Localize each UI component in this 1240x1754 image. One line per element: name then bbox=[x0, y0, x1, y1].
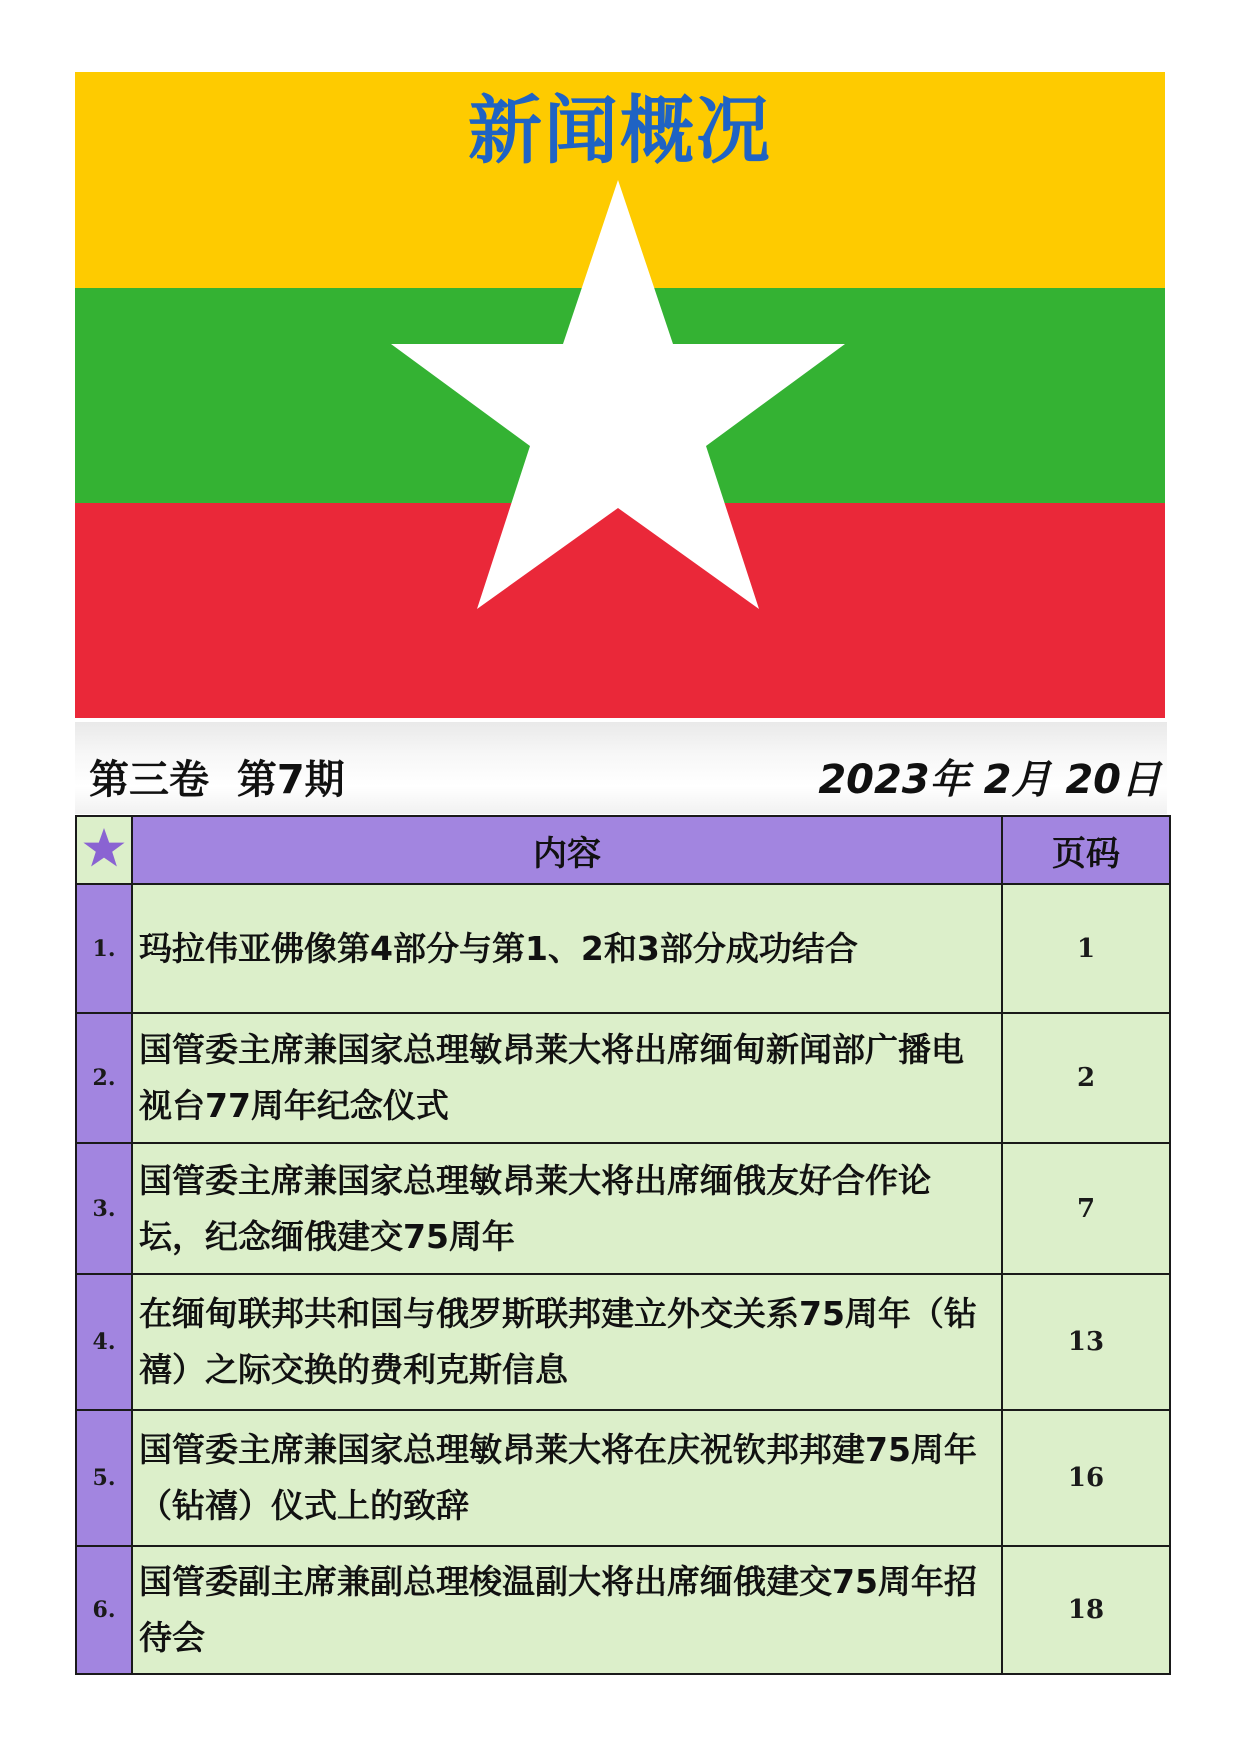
toc-row-title[interactable]: 在缅甸联邦共和国与俄罗斯联邦建立外交关系75周年（钻禧）之际交换的费利克斯信息 bbox=[132, 1274, 1002, 1410]
issue-info-bar bbox=[75, 722, 1167, 814]
myanmar-flag-banner bbox=[75, 72, 1165, 718]
toc-row-number: 4. bbox=[76, 1274, 132, 1410]
star-icon bbox=[82, 826, 126, 870]
toc-row-page: 1 bbox=[1002, 884, 1170, 1013]
toc-row[interactable] bbox=[76, 1546, 1170, 1674]
toc-row-number: 5. bbox=[76, 1410, 132, 1546]
toc-row-title[interactable]: 国管委主席兼国家总理敏昂莱大将出席缅甸新闻部广播电视台77周年纪念仪式 bbox=[132, 1013, 1002, 1143]
toc-row-page: 16 bbox=[1002, 1410, 1170, 1546]
volume-issue-label: 第三卷 第7期 bbox=[89, 757, 345, 803]
toc-row-page: 13 bbox=[1002, 1274, 1170, 1410]
issue-date: 2023年 2月 20日 bbox=[818, 757, 1161, 803]
toc-row-title[interactable]: 玛拉伟亚佛像第4部分与第1、2和3部分成功结合 bbox=[132, 884, 1002, 1013]
toc-header-page: 页码 bbox=[1002, 816, 1170, 884]
toc-header-content: 内容 bbox=[132, 816, 1002, 884]
toc-row-title[interactable]: 国管委主席兼国家总理敏昂莱大将在庆祝钦邦邦建75周年（钻禧）仪式上的致辞 bbox=[132, 1410, 1002, 1546]
toc-header-row bbox=[76, 816, 1170, 884]
toc-row-page: 18 bbox=[1002, 1546, 1170, 1674]
toc-row[interactable] bbox=[76, 1143, 1170, 1274]
toc-row[interactable] bbox=[76, 884, 1170, 1013]
toc-header-star-cell bbox=[76, 816, 132, 884]
toc-row-page: 2 bbox=[1002, 1013, 1170, 1143]
toc-row-number: 2. bbox=[76, 1013, 132, 1143]
table-of-contents bbox=[75, 815, 1171, 1675]
toc-row[interactable] bbox=[76, 1410, 1170, 1546]
toc-row-title[interactable]: 国管委主席兼国家总理敏昂莱大将出席缅俄友好合作论坛，纪念缅俄建交75周年 bbox=[132, 1143, 1002, 1274]
toc-row-number: 3. bbox=[76, 1143, 132, 1274]
toc-row-number: 6. bbox=[76, 1546, 132, 1674]
toc-row-title[interactable]: 国管委副主席兼副总理梭温副大将出席缅俄建交75周年招待会 bbox=[132, 1546, 1002, 1674]
toc-row[interactable] bbox=[76, 1274, 1170, 1410]
toc-row[interactable] bbox=[76, 1013, 1170, 1143]
newsletter-title: 新闻概况 bbox=[468, 88, 772, 174]
toc-row-number: 1. bbox=[76, 884, 132, 1013]
toc-row-page: 7 bbox=[1002, 1143, 1170, 1274]
